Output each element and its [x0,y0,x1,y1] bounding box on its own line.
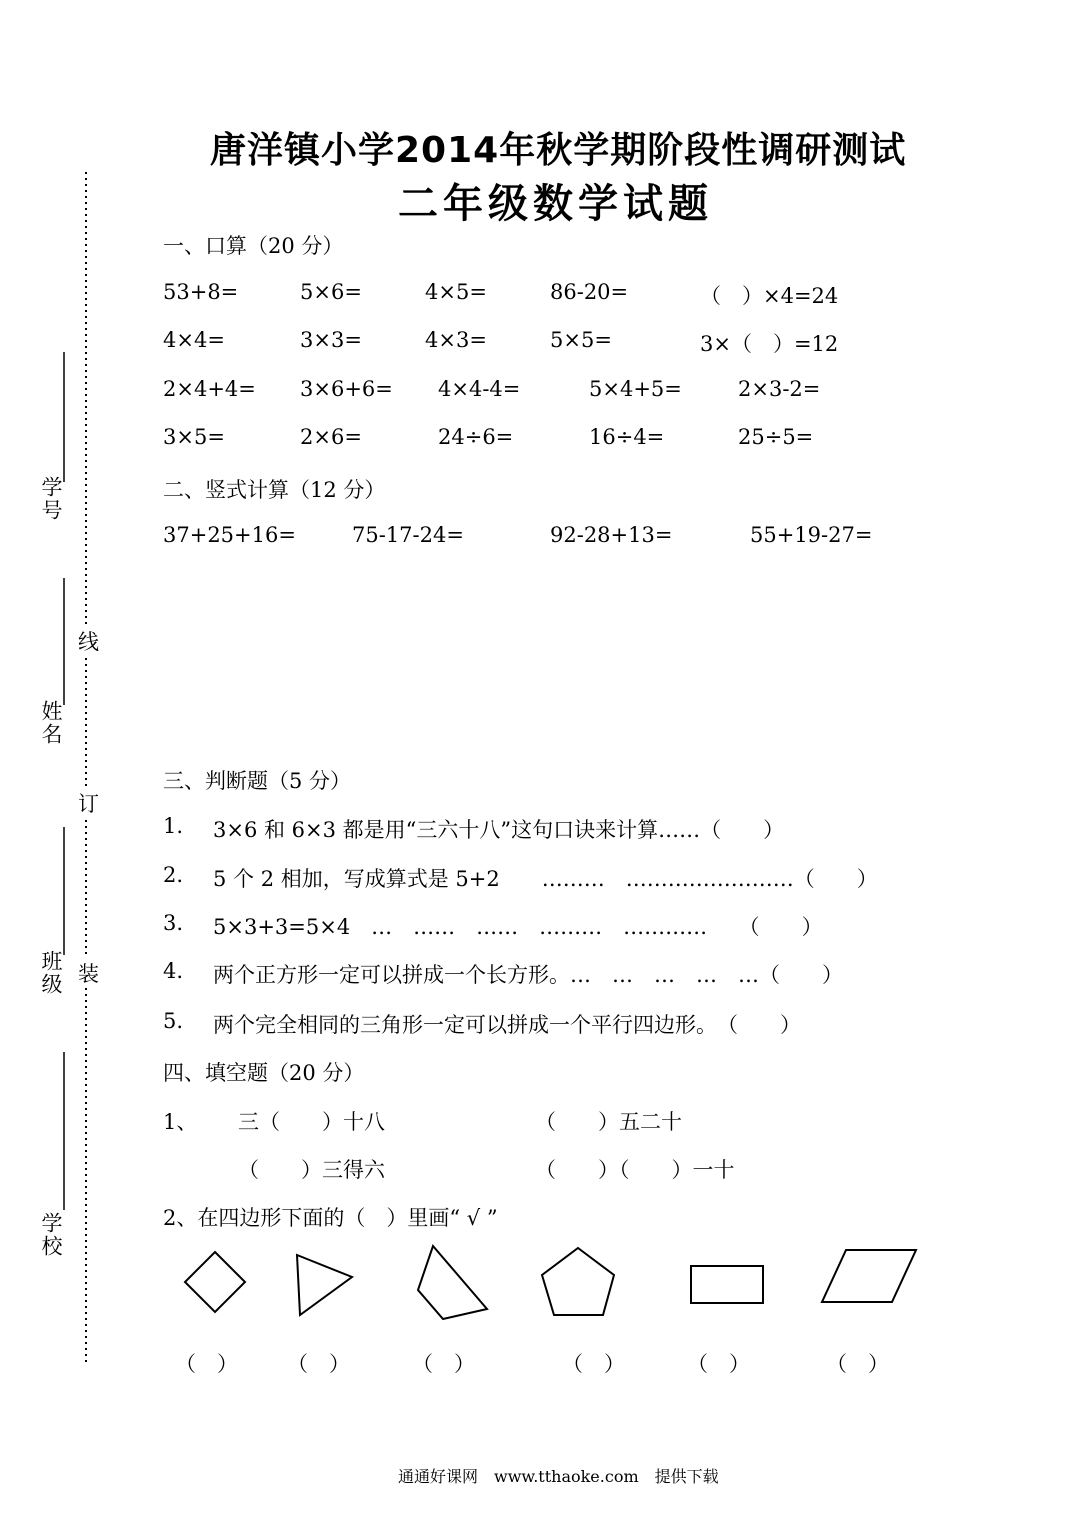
oral-problem: 3×3= [300,328,362,352]
exam-subtitle: 二年级数学试题 [398,180,713,227]
multiplication-rhyme-blank: 三（ ）十八 [238,1110,385,1134]
oral-problem: 86-20= [550,280,629,304]
triangle-shape [297,1255,352,1315]
shapes-row [170,1235,930,1325]
oral-problem: 2×3-2= [738,377,821,401]
oral-problem: 24÷6= [438,425,514,449]
footer-credit: 通通好课网 www.tthaoke.com 提供下载 [398,1467,719,1486]
irregular-quadrilateral-shape [418,1246,487,1319]
diamond-shape [185,1252,245,1312]
binding-lines [0,0,140,1400]
oral-problem: 4×4-4= [438,377,521,401]
student-id-label: 学号 [39,476,63,522]
judge-item-text: 5×3+3=5×4 … …… …… ……… ………… （ ） [213,915,823,939]
section1-heading: 一、口算（20 分） [163,234,344,258]
multiplication-rhyme-blank: （ ）（ ）一十 [535,1158,735,1182]
oral-problem: 25÷5= [738,425,814,449]
judge-item-number: 2. [163,863,184,887]
seal-word-line: 线 [78,626,99,656]
judge-item-number: 3. [163,911,184,935]
oral-problem: 5×4+5= [589,377,682,401]
judge-item-text: 两个完全相同的三角形一定可以拼成一个平行四边形。 （ ） [213,1013,801,1037]
shape-answer-blank: （ ） [826,1352,889,1376]
vertical-calc-problem: 75-17-24= [352,523,464,547]
pentagon-shape [542,1248,614,1315]
fill-q2-text: 2、在四边形下面的（ ）里画“ √ ” [163,1206,498,1230]
seal-word-bind: 装 [78,958,99,988]
section3-heading: 三、判断题（5 分） [163,769,352,793]
shape-answer-blank: （ ） [287,1352,350,1376]
oral-problem: 3×5= [163,425,225,449]
oral-problem: 5×5= [550,328,612,352]
vertical-calc-problem: 92-28+13= [550,523,673,547]
multiplication-rhyme-blank: （ ）五二十 [535,1110,682,1134]
exam-title: 唐洋镇小学2014年秋学期阶段性调研测试 [210,130,907,171]
name-label: 姓名 [39,700,63,746]
school-label: 学校 [39,1212,63,1258]
shape-answer-blank: （ ） [562,1352,625,1376]
judge-item-number: 5. [163,1009,184,1033]
section2-heading: 二、竖式计算（12 分） [163,478,386,502]
vertical-calc-problem: 55+19-27= [750,523,873,547]
vertical-calc-problem: 37+25+16= [163,523,296,547]
oral-problem: 4×4= [163,328,225,352]
oral-problem: 4×5= [425,280,487,304]
rectangle-shape [691,1266,763,1303]
oral-problem: 5×6= [300,280,362,304]
oral-problem: 3×（ ）=12 [700,332,839,356]
oral-problem: 2×6= [300,425,362,449]
seal-word-order: 订 [78,788,99,818]
judge-item-text: 5 个 2 相加，写成算式是 5+2 ……… ……………………（ ） [213,867,878,891]
oral-problem: 3×6+6= [300,377,393,401]
parallelogram-shape [822,1250,916,1302]
oral-problem: （ ）×4=24 [700,284,839,308]
shape-answer-blank: （ ） [175,1352,238,1376]
oral-problem: 53+8= [163,280,239,304]
multiplication-rhyme-blank: （ ）三得六 [238,1158,385,1182]
oral-problem: 2×4+4= [163,377,256,401]
shape-answer-blank: （ ） [412,1352,475,1376]
judge-item-number: 1. [163,814,184,838]
section4-heading: 四、填空题（20 分） [163,1061,365,1085]
judge-item-number: 4. [163,959,184,983]
fill-q1-label: 1、 [163,1110,198,1134]
judge-item-text: 3×6 和 6×3 都是用“三六十八”这句口诀来计算……（ ） [213,818,785,842]
judge-item-text: 两个正方形一定可以拼成一个长方形。… … … … …（ ） [213,963,843,987]
shape-answer-blank: （ ） [687,1352,750,1376]
class-label: 班级 [39,950,63,996]
oral-problem: 16÷4= [589,425,665,449]
oral-problem: 4×3= [425,328,487,352]
